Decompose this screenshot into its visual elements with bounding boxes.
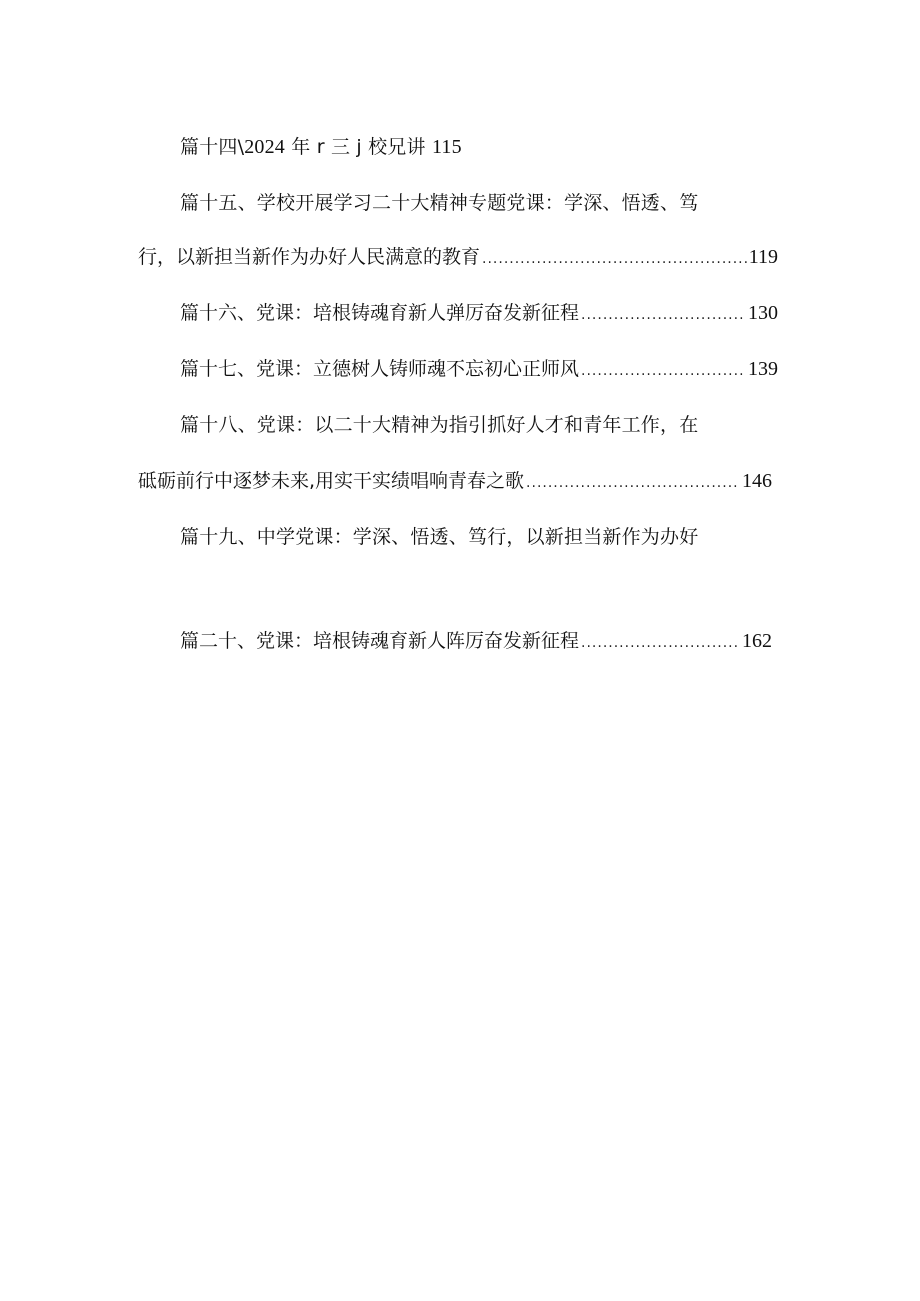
toc-entry-15-line1 bbox=[180, 190, 698, 216]
toc-entry-17 bbox=[180, 356, 778, 384]
toc-entry-18-line1 bbox=[180, 412, 698, 438]
toc-entry-15-page: 119 bbox=[748, 246, 778, 268]
toc-entry-15-leader bbox=[482, 246, 747, 272]
toc-entry-18-line2 bbox=[138, 468, 772, 496]
toc-entry-18-leader bbox=[526, 470, 740, 496]
toc-entry-14-mid: 年 r 三 j 校兄讲 bbox=[285, 136, 432, 158]
toc-entry-19-line1 bbox=[180, 524, 698, 550]
toc-entry-14-prefix: 篇十四\ bbox=[180, 136, 245, 158]
toc-entry-20 bbox=[180, 628, 772, 656]
toc-entry-18-page: 146 bbox=[742, 470, 772, 492]
toc-entry-17-page: 139 bbox=[748, 358, 778, 380]
toc-entry-14 bbox=[180, 134, 462, 160]
toc-entry-17-leader bbox=[581, 358, 746, 384]
toc-entry-20-leader bbox=[581, 630, 740, 656]
toc-entry-16-leader bbox=[581, 302, 746, 328]
toc-entry-16 bbox=[180, 300, 778, 328]
toc-entry-15-line2 bbox=[138, 244, 778, 272]
toc-entry-15-title-part1: 篇十五、学校开展学习二十大精神专题党课：学深、悟透、笃 bbox=[180, 192, 699, 214]
toc-entry-18-title-part1: 篇十八、党课：以二十大精神为指引抓好人才和青年工作，在 bbox=[180, 414, 699, 436]
toc-entry-16-page: 130 bbox=[748, 302, 778, 324]
toc-entry-14-year: 2024 bbox=[244, 136, 286, 158]
toc-entry-14-page: 115 bbox=[431, 136, 462, 158]
toc-entry-17-title: 篇十七、党课：立德树人铸师魂不忘初心正师风 bbox=[180, 358, 580, 380]
toc-entry-20-page: 162 bbox=[742, 630, 772, 652]
toc-entry-18-title-part2: 砥砺前行中逐梦未来,用实干实绩唱响青春之歌 bbox=[138, 470, 525, 492]
toc-entry-20-title: 篇二十、党课：培根铸魂育新人阵厉奋发新征程 bbox=[180, 630, 580, 652]
toc-entry-15-title-part2: 行，以新担当新作为办好人民满意的教育 bbox=[138, 246, 481, 268]
toc-entry-19-title-part1: 篇十九、中学党课：学深、悟透、笃行，以新担当新作为办好 bbox=[180, 526, 699, 548]
toc-entry-16-title: 篇十六、党课：培根铸魂育新人弹厉奋发新征程 bbox=[180, 302, 580, 324]
